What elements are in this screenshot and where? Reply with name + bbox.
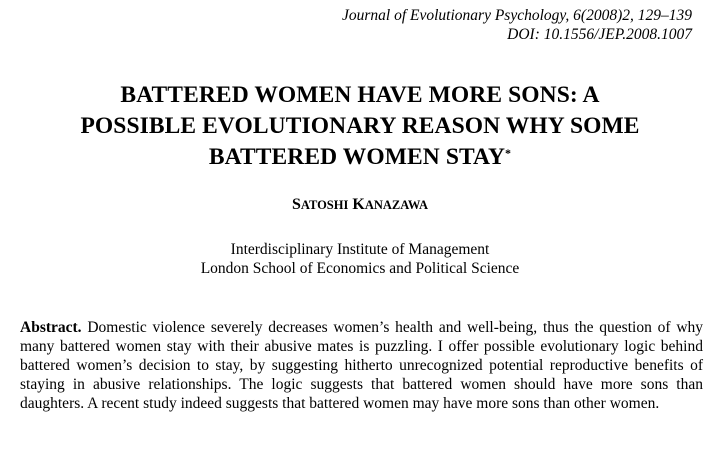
abstract bbox=[20, 318, 703, 413]
author bbox=[0, 196, 720, 214]
journal-header bbox=[342, 6, 692, 44]
author-first-initial: S bbox=[291, 196, 301, 213]
affiliation bbox=[0, 240, 720, 278]
title-line-1: BATTERED WOMEN HAVE MORE SONS: A bbox=[120, 82, 600, 108]
doi: DOI: 10.1556/JEP.2008.1007 bbox=[507, 26, 692, 43]
title-line-3 bbox=[0, 142, 720, 173]
journal-citation: Journal of Evolutionary Psychology, 6(2008)2, 129–139 bbox=[342, 7, 692, 24]
title-footnote-mark: * bbox=[505, 146, 512, 160]
abstract-text: Domestic violence severely decreases women’s health and well-being, thus the question of why many battered women stay with their abusive mates is puzzling. I offer possible evolutionary logic behind battered women’s decision to stay, by suggesting hitherto unrecognized potential reproductive benefits of staying in abusive relationships. The logic suggests that battered women should have more sons than daughters. A recent study indeed suggests that battered women may have more sons than other women. bbox=[20, 319, 704, 412]
author-last-initial: K bbox=[352, 196, 365, 213]
author-last-rest: ANAZAWA bbox=[364, 198, 429, 212]
abstract-label: Abstract. bbox=[20, 319, 82, 336]
title-line-2: POSSIBLE EVOLUTIONARY REASON WHY SOME bbox=[80, 113, 640, 139]
affiliation-line-1: Interdisciplinary Institute of Management bbox=[230, 241, 490, 258]
paper-title bbox=[0, 80, 720, 173]
title-line-3-text: BATTERED WOMEN STAY bbox=[208, 144, 506, 170]
affiliation-line-2: London School of Economics and Political Science bbox=[200, 260, 520, 277]
author-first-rest: ATOSHI bbox=[300, 198, 349, 212]
